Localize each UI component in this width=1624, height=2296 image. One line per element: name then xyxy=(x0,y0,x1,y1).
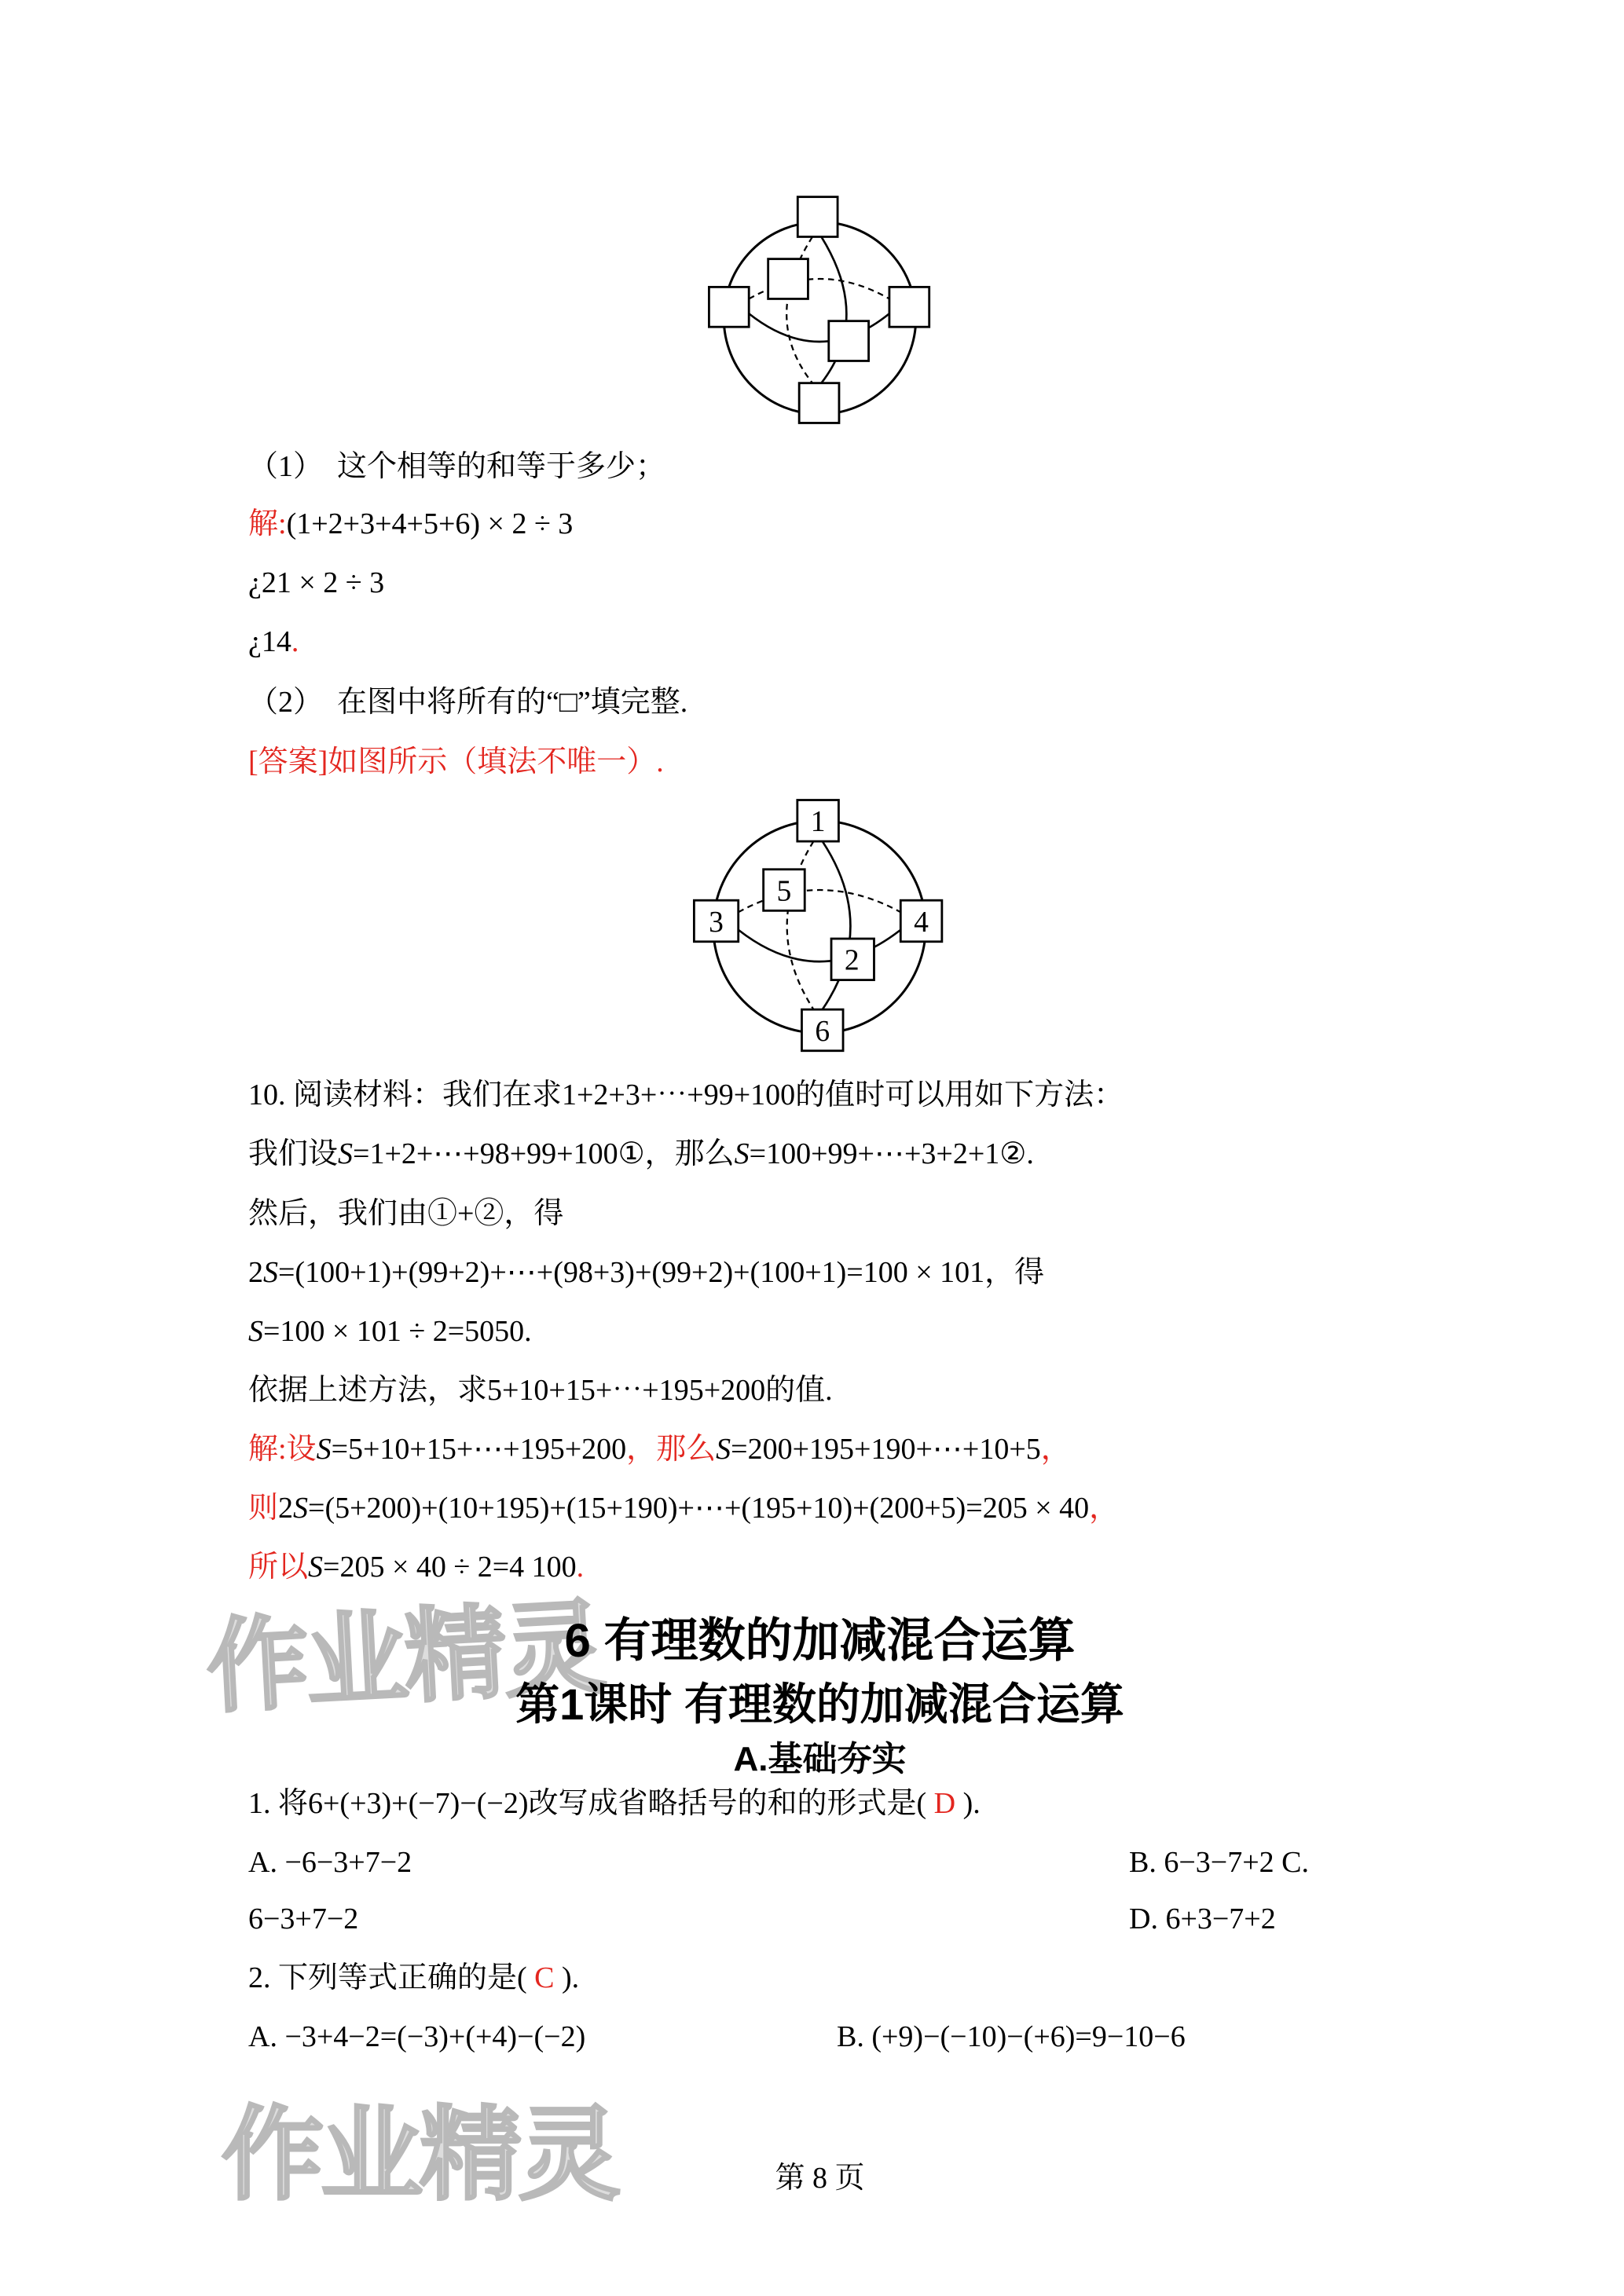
text-segment: =205 × 40 ÷ 2=4 100 xyxy=(323,1551,577,1584)
text-segment: 所以 xyxy=(248,1551,309,1584)
problem-10-line-5 xyxy=(248,1312,532,1351)
part-2-label: （2） xyxy=(248,686,324,719)
exercise-2-stem-end: ). xyxy=(562,1961,580,1994)
variable-s: S xyxy=(293,1492,309,1525)
variable-s: S xyxy=(308,1551,324,1584)
part-1-text: 这个相等的和等于多少； xyxy=(337,450,666,483)
number-right: 4 xyxy=(914,906,929,939)
filled-sphere-diagram xyxy=(687,794,952,1060)
text-segment: ， xyxy=(1089,1492,1120,1525)
number-bottom: 6 xyxy=(815,1015,830,1048)
exercise-1-option-c xyxy=(248,1899,358,1939)
text-segment: 我们设 xyxy=(248,1137,339,1170)
option-d-text: D. 6+3−7+2 xyxy=(1129,1902,1276,1935)
text-segment: =(100+1)+(99+2)+⋯+(98+3)+(99+2)+(100+1)=100 × 101，得 xyxy=(278,1256,1045,1289)
box-right xyxy=(889,287,929,327)
variable-s: S xyxy=(316,1433,332,1466)
solution-step-2 xyxy=(248,563,384,602)
part-1-label: （1） xyxy=(248,450,324,483)
problem-10-line-4 xyxy=(248,1253,1044,1292)
text-segment: 则 xyxy=(248,1492,279,1525)
number-inner-lower: 2 xyxy=(844,944,860,977)
text-segment: =200+195+190+⋯+10+5 xyxy=(731,1433,1041,1466)
section-title xyxy=(16,1613,1624,1668)
exercise-1-option-b xyxy=(1129,1843,1309,1882)
solution-prefix: 解: xyxy=(248,507,287,540)
problem-10-solution-1 xyxy=(248,1430,1071,1469)
solution-step-3 xyxy=(248,622,299,661)
text-segment: 依据上述方法，求5+10+15+⋯+195+200的值. xyxy=(248,1374,833,1407)
page-number: 第 8 页 xyxy=(775,2162,865,2195)
empty-sphere-diagram xyxy=(702,192,938,429)
part-1-question xyxy=(248,447,665,486)
number-inner-upper: 5 xyxy=(776,875,792,908)
solution-step-1-expr: (1+2+3+4+5+6) × 2 ÷ 3 xyxy=(286,507,574,540)
text-segment: =(5+200)+(10+195)+(15+190)+⋯+(195+10)+(200+5)=205 × 40 xyxy=(308,1492,1090,1525)
meridian-back-curve xyxy=(787,841,814,1009)
exercise-1-option-a xyxy=(248,1843,412,1882)
variable-s: S xyxy=(263,1256,278,1289)
variable-s: S xyxy=(716,1433,731,1466)
part-2-question xyxy=(248,683,687,722)
problem-10-solution-2 xyxy=(248,1489,1119,1528)
exercise-2-option-a xyxy=(248,2017,585,2056)
box-left xyxy=(709,287,749,327)
text-segment: . xyxy=(576,1551,585,1584)
exercise-2-answer: C xyxy=(526,1961,563,1994)
problem-10-task xyxy=(248,1371,833,1410)
solution-step-2-expr: ¿21 × 2 ÷ 3 xyxy=(248,566,385,599)
part-title xyxy=(16,1740,1624,1779)
box-inner-lower xyxy=(829,321,869,361)
exercise-1-option-d xyxy=(1129,1899,1276,1939)
text-segment: ，那么 xyxy=(626,1433,717,1466)
text-segment: =100+99+⋯+3+2+1②. xyxy=(749,1137,1034,1170)
equator-front-curve xyxy=(739,930,901,961)
lesson-title xyxy=(16,1679,1624,1730)
text-segment: 然后，我们由①+②，得 xyxy=(248,1197,564,1230)
number-top: 1 xyxy=(810,806,826,839)
text-segment: =5+10+15+⋯+195+200 xyxy=(331,1433,627,1466)
exercise-2-option-b xyxy=(837,2017,1186,2056)
variable-s: S xyxy=(734,1137,750,1170)
box-inner-upper xyxy=(768,259,808,299)
option-a-text: A. −6−3+7−2 xyxy=(248,1846,412,1879)
text-segment: =100 × 101 ÷ 2=5050. xyxy=(263,1315,532,1348)
exercise-1-answer: D xyxy=(926,1787,963,1820)
sphere-outline xyxy=(713,821,926,1033)
exercise-2-stem-text: 2. 下列等式正确的是( xyxy=(248,1961,527,1994)
option-b-text: B. 6−3−7+2 C. xyxy=(1129,1846,1309,1879)
problem-10-intro-text: 10. 阅读材料：我们在求1+2+3+⋯+99+100的值时可以用如下方法： xyxy=(248,1078,1124,1111)
watermark-top: 作业精灵 xyxy=(203,1587,606,1728)
part-2-text: 在图中将所有的“□”填完整. xyxy=(337,686,688,719)
option-a-text: A. −3+4−2=(−3)+(+4)−(−2) xyxy=(248,2020,586,2053)
box-top xyxy=(797,197,838,237)
number-left: 3 xyxy=(709,906,724,939)
exercise-2-stem xyxy=(248,1958,579,1998)
variable-s: S xyxy=(248,1315,263,1348)
option-c-text: 6−3+7−2 xyxy=(248,1902,359,1935)
text-segment: =1+2+⋯+98+99+100①，那么 xyxy=(353,1137,735,1170)
exercise-1-stem-text: 1. 将6+(+3)+(−7)−(−2)改写成省略括号的和的形式是( xyxy=(248,1787,927,1820)
solution-step-3-expr: ¿14 xyxy=(248,625,291,658)
exercise-1-stem xyxy=(248,1784,981,1823)
text-segment: ， xyxy=(1040,1433,1071,1466)
text-segment: 2 xyxy=(278,1492,294,1525)
problem-10-intro xyxy=(248,1075,1124,1115)
answer-text: [答案]如图所示（填法不唯一）. xyxy=(248,745,664,778)
watermark-bottom: 作业精灵 xyxy=(222,2095,618,2214)
variable-s: S xyxy=(338,1137,354,1170)
text-segment: 2 xyxy=(248,1256,263,1289)
option-b-text: B. (+9)−(−10)−(+6)=9−10−6 xyxy=(837,2020,1186,2053)
problem-10-line-2 xyxy=(248,1134,1034,1174)
box-bottom xyxy=(799,383,839,423)
answer-line xyxy=(248,742,664,782)
section-title-text: 6 有理数的加减混合运算 xyxy=(564,1614,1076,1667)
problem-10-line-3 xyxy=(248,1194,563,1233)
solution-step-3-end: . xyxy=(291,625,299,658)
solution-step-1 xyxy=(248,504,573,544)
text-segment: 解:设 xyxy=(248,1433,317,1466)
lesson-title-text: 第1课时 有理数的加减混合运算 xyxy=(515,1679,1124,1729)
meridian-front-curve xyxy=(823,841,851,1009)
problem-10-solution-3 xyxy=(248,1547,584,1587)
exercise-1-stem-end: ). xyxy=(962,1787,981,1820)
part-title-text: A.基础夯实 xyxy=(733,1740,907,1778)
